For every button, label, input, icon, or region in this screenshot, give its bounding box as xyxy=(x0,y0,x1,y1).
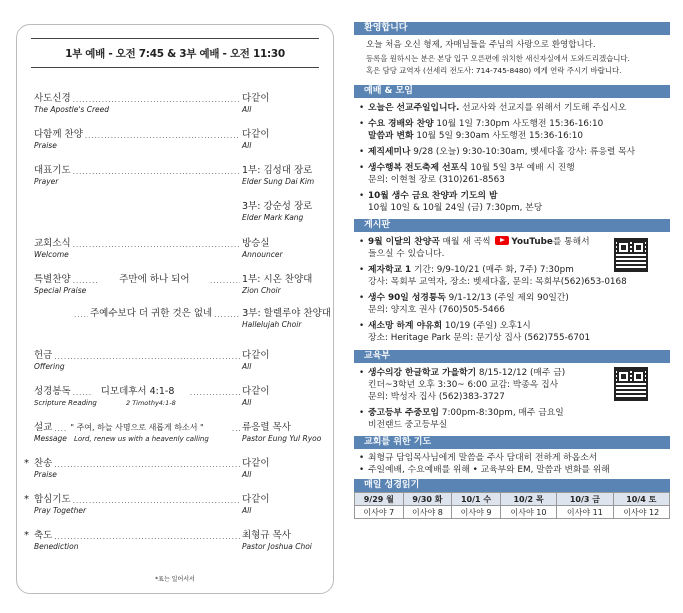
item-leader-en: All xyxy=(242,141,252,150)
item-sermon-title: " 주여, 하늘 사명으로 새롭게 하소서 " xyxy=(70,423,204,432)
item-title: 합심기도 xyxy=(34,494,71,505)
item-leader-en: All xyxy=(242,506,252,515)
reading-cell: 이사야 8 xyxy=(403,506,452,519)
item-leader: 다같이 xyxy=(242,458,270,469)
item-title-en: Offering xyxy=(34,362,65,371)
standing-mark: * xyxy=(24,530,29,541)
item-title: 설교 xyxy=(34,422,53,433)
item-prayer xyxy=(34,165,324,223)
item-title: 성경봉독 xyxy=(34,386,71,397)
order-of-worship-card xyxy=(16,24,334,594)
item-title: 찬송 xyxy=(34,458,53,469)
item-title: 대표기도 xyxy=(34,165,71,176)
date-cell: 10/4 토 xyxy=(613,493,669,506)
board-item-2: • 제자학교 1 기간: 9/9-10/21 (매주 화, 7주) 7:30pm 강사: 목회부 교역자, 장소: 벳세다홀, 문의: 목회부(562)653-0168 xyxy=(358,264,670,288)
prayer-item-2: • 주일예배, 수요예배를 위해 • 교육부와 EM, 말씀과 변화를 위해 xyxy=(358,464,670,476)
item-leader: 다같이 xyxy=(242,350,270,361)
item-title: 교회소식 xyxy=(34,238,71,249)
item-leader: 다같이 xyxy=(242,494,270,505)
item-leader: 1부: 시온 찬양대 xyxy=(242,274,313,285)
date-cell: 9/30 화 xyxy=(403,493,452,506)
standing-mark: * xyxy=(24,494,29,505)
item-hymn xyxy=(24,458,324,480)
item-praise xyxy=(34,129,324,151)
item-title-en: Scripture Reading xyxy=(34,399,97,407)
worship-item-3: • 제직세미나 9/28 (오늘) 9:30-10:30am, 벳세다홀 강사: 류응렬 목사 xyxy=(358,146,670,158)
item-leader-en: Elder Sung Dai Kim xyxy=(242,177,315,186)
item-leader: 최형규 목사 xyxy=(242,530,291,541)
item-leader: 방승실 xyxy=(242,238,270,249)
edu-item-1: • 생수의강 한글학교 가을학기 8/15-12/12 (매주 금) 킨더~3학년 오후 3:30~ 6:00 교감: 박종옥 집사 문의: 박성자 집사 (562)383-3727 xyxy=(358,367,670,403)
service-times-header: 1부 예배 - 오전 7:45 & 3부 예배 - 오전 11:30 xyxy=(31,38,319,68)
date-cell: 10/1 수 xyxy=(452,493,501,506)
reading-cell: 이사야 9 xyxy=(452,506,501,519)
item-leader: 다같이 xyxy=(242,386,270,397)
worship-item-4: • 생수행복 전도축제 선포식 10월 5일 3부 예배 시 진행 문의: 이현철 장로 (310)261-8563 xyxy=(358,162,670,186)
reading-cell: 이사야 7 xyxy=(355,506,404,519)
board-item-4: • 새소망 하계 야유회 10/19 (주일) 오후1시 장소: Heritage Park 문의: 문기상 집사 (562)755-6701 xyxy=(358,320,670,344)
item-song-1: 주만에 하나 되어 xyxy=(119,274,190,285)
date-cell: 9/29 월 xyxy=(355,493,404,506)
edu-item-2: • 중고등부 주중모임 7:00pm-8:30pm, 매주 금요일 비전랜드 중고등부실 xyxy=(358,407,670,431)
item-leader-en: Pastor Joshua Choi xyxy=(242,542,312,551)
item-leader-en: All xyxy=(242,105,252,114)
item-leader-en: Announcer xyxy=(242,250,283,259)
section-worship: 예배 & 모임 xyxy=(354,85,670,98)
footnote: *표는 일어서서 xyxy=(155,576,195,583)
section-welcome: 환영합니다 xyxy=(354,22,670,35)
item-welcome xyxy=(34,238,324,260)
item-title-en: Prayer xyxy=(34,177,59,186)
item-leader: 1부: 김성대 장로 xyxy=(242,165,313,176)
item-title-en: Praise xyxy=(34,470,57,479)
board-item-3: • 생수 90일 성경통독 9/1-12/13 (주일 제외 90일간) 문의: 양지호 권사 (760)505-5466 xyxy=(358,292,670,316)
board-item-1: • 9월 이달의 찬양곡 매월 새 곡씩 YouTube를 통해서 들으실 수 있습니다. xyxy=(358,236,670,260)
item-passage-en: 2 Timothy4:1-8 xyxy=(126,399,176,407)
item-benediction xyxy=(24,530,324,552)
item-leader-en: Pastor Eung Yul Ryoo xyxy=(242,434,322,443)
worship-item-2: • 수요 경배와 찬양 10월 1일 7:30pm 사도행전 15:36-16:10 말씀과 변화 10월 5일 9:30am 사도행전 15:36-16:10 xyxy=(358,118,670,142)
reading-cell: 이사야 11 xyxy=(557,506,613,519)
youtube-icon xyxy=(495,236,509,245)
item-leader: 류응렬 목사 xyxy=(242,422,291,433)
item-title: 다함께 찬양 xyxy=(34,129,83,140)
date-cell: 10/3 금 xyxy=(557,493,613,506)
item-passage: 디모데후서 4:1-8 xyxy=(100,386,175,397)
item-title: 특별찬양 xyxy=(34,274,71,285)
welcome-line-2: 등록을 원하시는 분은 본당 입구 오른편에 위치한 새신자실에서 도와드리겠습니다. xyxy=(366,54,630,63)
item-leader: 다같이 xyxy=(242,129,270,140)
item-title-en: Benediction xyxy=(34,542,79,551)
item-leader-2: 3부: 강순성 장로 xyxy=(242,201,313,212)
worship-item-1: • 오늘은 선교주일입니다. 선교사와 선교지를 위해서 기도해 주십시오 xyxy=(358,102,670,114)
item-leader-2: 3부: 할렐루야 찬양대 xyxy=(242,308,331,319)
item-leader: 다같이 xyxy=(242,93,270,104)
reading-cell: 이사야 12 xyxy=(613,506,669,519)
item-title: 축도 xyxy=(34,530,53,541)
item-scripture xyxy=(34,386,324,408)
item-leader-en: All xyxy=(242,398,252,407)
item-special-praise xyxy=(34,274,331,330)
section-board: 게시판 xyxy=(354,219,670,232)
item-title-en: Praise xyxy=(34,141,57,150)
item-offering xyxy=(34,350,324,372)
item-leader-en: All xyxy=(242,362,252,371)
item-apostles-creed xyxy=(34,93,324,115)
item-title-en: Message xyxy=(34,434,67,443)
reading-cell: 이사야 10 xyxy=(500,506,556,519)
item-sermon-title-en: Lord, renew us with a heavenly calling xyxy=(74,435,209,443)
announcements xyxy=(354,22,670,519)
item-title-en: The Apostle's Creed xyxy=(34,105,110,114)
section-prayer: 교회를 위한 기도 xyxy=(354,436,670,449)
item-title: 사도신경 xyxy=(34,93,71,104)
bible-dates-row xyxy=(355,493,670,506)
item-title-en: Pray Together xyxy=(34,506,87,515)
section-bible-reading: 매일 성경읽기 xyxy=(354,479,670,492)
section-education: 교육부 xyxy=(354,350,670,363)
prayer-item-1: • 최형규 담임목사님에게 말씀을 주사 담대히 전하게 하옵소서 xyxy=(358,452,670,464)
item-leader-en: Zion Choir xyxy=(242,286,281,295)
standing-mark: * xyxy=(24,458,29,469)
date-cell: 10/2 목 xyxy=(500,493,556,506)
item-pray-together xyxy=(24,494,324,516)
item-leader-2-en: Hallelujah Choir xyxy=(242,320,302,329)
item-title-en: Special Praise xyxy=(34,286,87,295)
item-leader-2-en: Elder Mark Kang xyxy=(242,213,304,222)
item-message xyxy=(34,422,324,444)
bible-readings-row xyxy=(355,506,670,519)
bible-reading-table xyxy=(354,492,670,519)
item-song-2: 주예수보다 더 귀한 것은 없네 xyxy=(90,308,213,319)
item-title: 헌금 xyxy=(34,350,53,361)
item-leader-en: All xyxy=(242,470,252,479)
welcome-line-1: 오늘 처음 오신 형제, 자매님들을 주님의 사랑으로 환영합니다. xyxy=(366,40,596,50)
worship-item-5: • 10월 생수 금요 찬양과 기도의 밤 10월 10일 & 10월 24일 (금) 7:30pm, 본당 xyxy=(358,190,670,214)
item-title-en: Welcome xyxy=(34,250,69,259)
welcome-line-3: 혹은 담당 교역자 (선세리 전도사: 714-745-8480) 에게 연락 주시기 바랍니다. xyxy=(366,66,622,75)
